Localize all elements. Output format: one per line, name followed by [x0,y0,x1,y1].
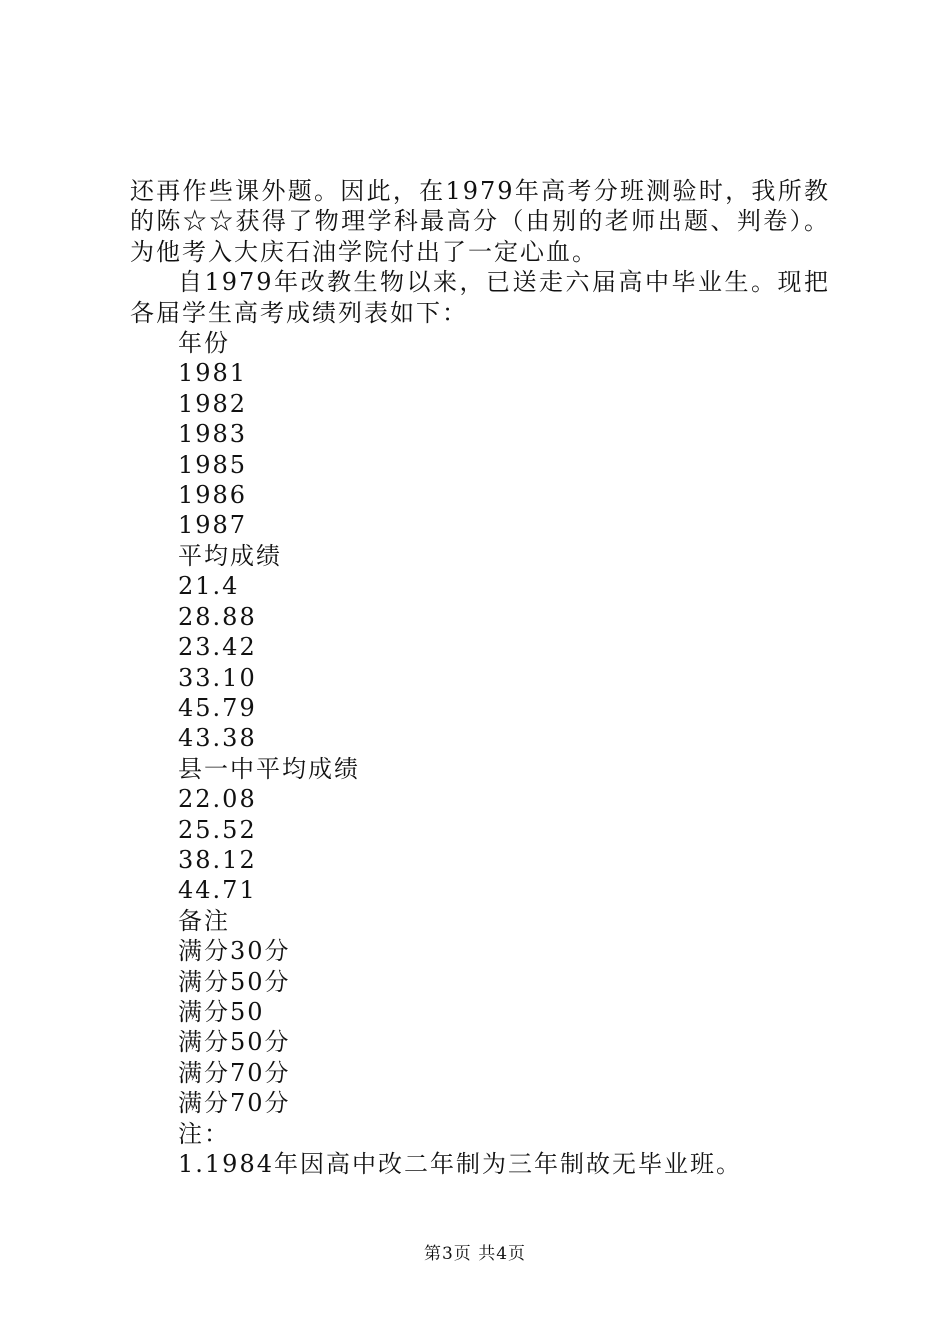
year-value: 1985 [178,450,248,479]
year-column-header: 年份 [178,329,230,358]
document-body [130,176,830,1179]
note-value: 满分50分 [178,1028,291,1057]
paragraph-intro-table: 自1979年改教生物以来，已送走六届高中毕业生。现把各届学生高考成绩列表如下： [130,268,830,327]
note-value: 满分50 [178,997,265,1026]
average-score-value: 45.79 [178,693,257,722]
county-average-value: 25.52 [178,815,257,844]
county-average-value: 22.08 [178,785,257,814]
county-average-column-header: 县一中平均成绩 [178,754,360,783]
paragraph-continuation: 还再作些课外题。因此，在1979年高考分班测验时，我所教的陈☆☆获得了物理学科最高分（由别的老师出题、判卷）。为他考入大庆石油学院付出了一定心血。 [130,177,830,266]
average-score-value: 33.10 [178,663,257,692]
average-score-value: 43.38 [178,724,257,753]
average-score-value: 28.88 [178,602,257,631]
county-average-value: 38.12 [178,845,257,874]
year-value: 1986 [178,481,248,510]
average-score-value: 23.42 [178,633,257,662]
note-value: 满分70分 [178,1058,291,1087]
notes-column-header: 备注 [178,906,230,935]
average-score-value: 21.4 [178,572,240,601]
remarks-label: 注： [178,1119,230,1148]
remark-item: 1.1984年因高中改二年制为三年制故无毕业班。 [178,1150,742,1178]
note-value: 满分70分 [178,1089,291,1118]
year-value: 1987 [178,511,248,540]
county-average-value: 44.71 [178,876,257,905]
year-value: 1983 [178,420,248,449]
year-value: 1982 [178,389,248,418]
note-value: 满分30分 [178,937,291,966]
average-score-column-header: 平均成绩 [178,541,282,570]
note-value: 满分50分 [178,967,291,996]
page-footer: 第3页 共4页 [423,1244,527,1264]
year-value: 1981 [178,359,248,388]
